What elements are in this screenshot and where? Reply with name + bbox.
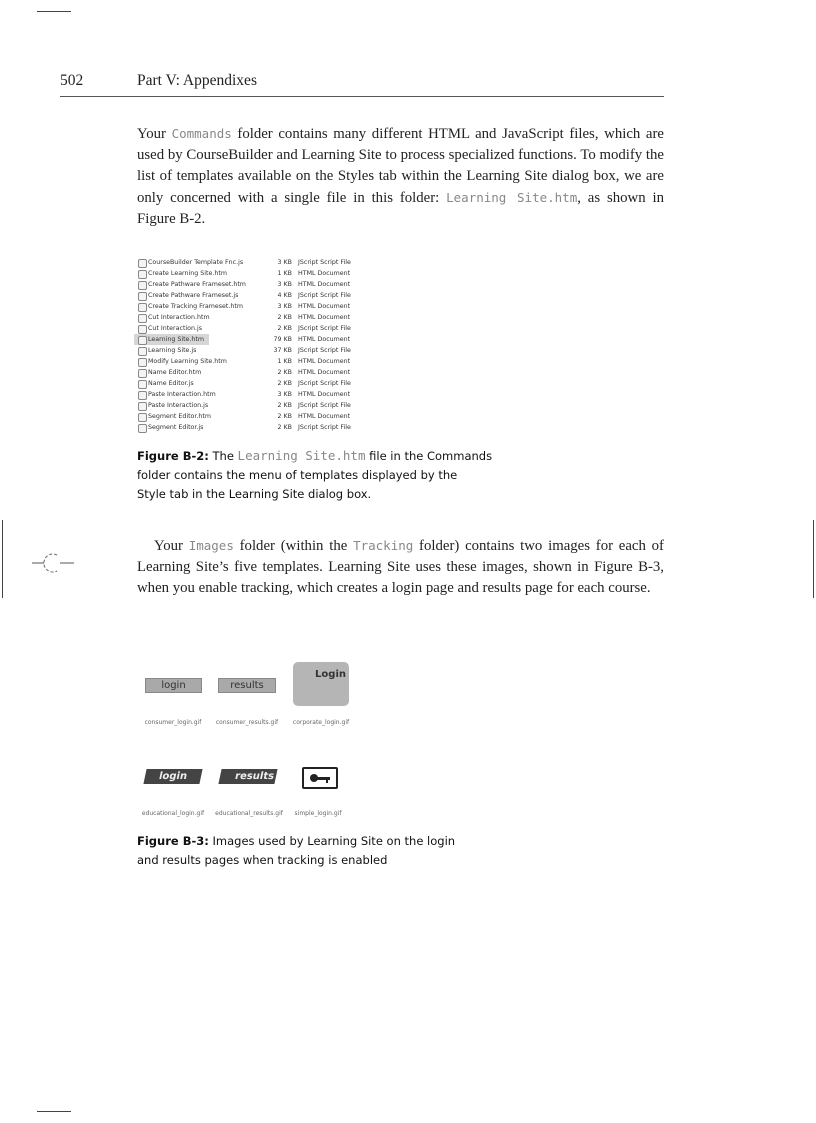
file-type: HTML Document bbox=[298, 391, 351, 398]
html-file-icon bbox=[138, 413, 147, 422]
file-list-row bbox=[134, 411, 464, 422]
corporate-login-image: Login bbox=[293, 662, 349, 706]
file-list-row bbox=[134, 400, 464, 411]
script-file-icon bbox=[138, 325, 147, 334]
figure-b3-label: Figure B-3: bbox=[137, 834, 209, 848]
file-type: JScript Script File bbox=[298, 347, 351, 354]
consumer-results-filename: consumer_results.gif bbox=[215, 719, 279, 726]
file-list-row bbox=[134, 367, 464, 378]
figure-b3-caption: Figure B-3: Images used by Learning Site on the login and results pages when tracking is enabled bbox=[137, 834, 456, 867]
file-list-row bbox=[134, 312, 464, 323]
file-name: Name Editor.js bbox=[148, 380, 194, 387]
file-list-row bbox=[134, 389, 464, 400]
html-file-icon bbox=[138, 358, 147, 367]
simple-login-image bbox=[302, 767, 338, 789]
file-list-row bbox=[134, 257, 464, 268]
file-size: 3 KB bbox=[277, 281, 292, 288]
consumer-login-image: login bbox=[145, 678, 202, 693]
part-title: Part V: Appendixes bbox=[137, 72, 257, 89]
file-size: 37 KB bbox=[273, 347, 292, 354]
corporate-login-filename: corporate_login.gif bbox=[292, 719, 350, 726]
educational-login-image: login bbox=[143, 769, 202, 784]
file-list-row bbox=[134, 345, 464, 356]
html-file-icon bbox=[138, 270, 147, 279]
file-name: Learning Site.htm bbox=[148, 336, 205, 343]
file-name: Cut Interaction.htm bbox=[148, 314, 210, 321]
file-size: 3 KB bbox=[277, 303, 292, 310]
crop-mark-top bbox=[37, 11, 71, 12]
paragraph-images-folder: Your Images folder (within the Tracking folder) contains two images for each of Learning Site’s five templates. Learning Site uses these images, shown in Figure B-3, when you enable tracking, which creates a login page and results page for each course. bbox=[137, 538, 664, 596]
file-name: Paste Interaction.js bbox=[148, 402, 209, 409]
file-name: Segment Editor.htm bbox=[148, 413, 211, 420]
file-list-row bbox=[134, 290, 464, 301]
file-type: JScript Script File bbox=[298, 259, 351, 266]
file-list-row bbox=[134, 279, 464, 290]
file-type: HTML Document bbox=[298, 281, 351, 288]
file-list-row bbox=[134, 334, 351, 345]
script-file-icon bbox=[138, 347, 147, 356]
file-list-row bbox=[134, 356, 464, 367]
file-type: JScript Script File bbox=[298, 380, 351, 387]
code-images: Images bbox=[188, 538, 234, 553]
figure-b2-code: Learning Site.htm bbox=[237, 448, 366, 463]
educational-login-filename: educational_login.gif bbox=[141, 810, 205, 817]
file-size: 1 KB bbox=[277, 270, 292, 277]
html-file-icon bbox=[138, 303, 147, 312]
file-type: HTML Document bbox=[298, 314, 351, 321]
file-name: Segment Editor.js bbox=[148, 424, 204, 431]
file-type: HTML Document bbox=[298, 358, 351, 365]
script-file-icon bbox=[138, 402, 147, 411]
file-type: HTML Document bbox=[298, 369, 351, 376]
file-type: JScript Script File bbox=[298, 292, 351, 299]
file-name: Cut Interaction.js bbox=[148, 325, 203, 332]
file-type: HTML Document bbox=[298, 413, 351, 420]
file-type: JScript Script File bbox=[298, 325, 351, 332]
file-type: HTML Document bbox=[298, 303, 351, 310]
file-size: 79 KB bbox=[273, 336, 292, 343]
file-name: Create Learning Site.htm bbox=[148, 270, 227, 277]
script-file-icon bbox=[138, 259, 147, 268]
file-list-row bbox=[134, 268, 464, 279]
html-file-icon bbox=[138, 336, 147, 345]
file-list-screenshot bbox=[134, 257, 464, 441]
html-file-icon bbox=[138, 391, 147, 400]
file-list-row bbox=[134, 301, 464, 312]
file-size: 2 KB bbox=[277, 314, 292, 321]
file-size: 4 KB bbox=[277, 292, 292, 299]
script-file-icon bbox=[138, 380, 147, 389]
file-size: 3 KB bbox=[277, 391, 292, 398]
consumer-login-filename: consumer_login.gif bbox=[144, 719, 202, 726]
code-commands: Commands bbox=[171, 126, 232, 141]
crop-mark-left bbox=[2, 520, 3, 598]
consumer-results-image: results bbox=[218, 678, 276, 693]
file-list-row bbox=[134, 323, 464, 334]
code-tracking: Tracking bbox=[353, 538, 414, 553]
html-file-icon bbox=[138, 369, 147, 378]
educational-results-image: results bbox=[218, 769, 277, 784]
file-name: Paste Interaction.htm bbox=[148, 391, 216, 398]
file-size: 2 KB bbox=[277, 402, 292, 409]
registration-mark bbox=[30, 550, 76, 574]
page-number: 502 bbox=[60, 72, 84, 89]
figure-b2-label: Figure B-2: bbox=[137, 449, 209, 463]
figure-b2-caption: Figure B-2: The Learning Site.htm file in the Commands folder contains the menu of templates displayed by the Style tab in the Learning Site dialog box. bbox=[137, 448, 493, 501]
file-name: Learning Site.js bbox=[148, 347, 197, 354]
script-file-icon bbox=[138, 424, 147, 433]
running-header bbox=[60, 72, 664, 97]
file-name: Create Pathware Frameset.htm bbox=[148, 281, 246, 288]
code-learning-site-htm: Learning Site.htm bbox=[446, 190, 578, 205]
file-size: 2 KB bbox=[277, 369, 292, 376]
file-type: JScript Script File bbox=[298, 402, 351, 409]
crop-mark-right bbox=[813, 520, 814, 598]
file-name: CourseBuilder Template Fnc.js bbox=[148, 259, 244, 266]
file-name: Create Tracking Frameset.htm bbox=[148, 303, 243, 310]
file-type: JScript Script File bbox=[298, 424, 351, 431]
file-size: 2 KB bbox=[277, 325, 292, 332]
simple-login-filename: simple_login.gif bbox=[294, 810, 342, 817]
paragraph-commands-folder: Your Commands folder contains many different HTML and JavaScript files, which are used by CourseBuilder and Learning Site to process specialized functions. To modify the list of templates available on the Styles tab within the Learning Site dialog box, we are only concerned with a single file in this folder: Learning Site.htm, as shown in Figure B-2. bbox=[137, 126, 664, 227]
file-list-row bbox=[134, 378, 464, 389]
html-file-icon bbox=[138, 281, 147, 290]
file-name: Name Editor.htm bbox=[148, 369, 202, 376]
file-size: 2 KB bbox=[277, 413, 292, 420]
script-file-icon bbox=[138, 292, 147, 301]
file-size: 1 KB bbox=[277, 358, 292, 365]
file-name: Modify Learning Site.htm bbox=[148, 358, 227, 365]
educational-results-filename: educational_results.gif bbox=[215, 810, 283, 817]
file-list-row bbox=[134, 422, 464, 433]
html-file-icon bbox=[138, 314, 147, 323]
file-size: 2 KB bbox=[277, 380, 292, 387]
file-size: 3 KB bbox=[277, 259, 292, 266]
crop-mark-bottom bbox=[37, 1111, 71, 1112]
file-size: 2 KB bbox=[277, 424, 292, 431]
key-icon bbox=[304, 769, 336, 787]
file-type: HTML Document bbox=[298, 270, 351, 277]
file-name: Create Pathware Frameset.js bbox=[148, 292, 239, 299]
file-type: HTML Document bbox=[298, 336, 351, 343]
